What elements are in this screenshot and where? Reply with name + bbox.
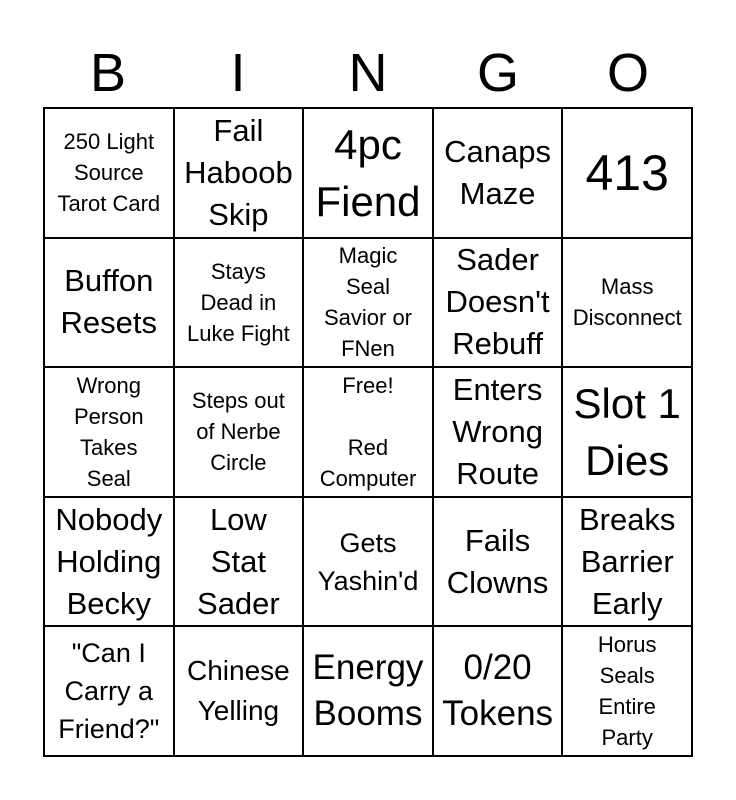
header-letter-i: I (230, 43, 246, 103)
bingo-cell-r5-c5[interactable]: Horus Seals Entire Party (562, 626, 692, 756)
bingo-cell-r2-c4[interactable]: Sader Doesn't Rebuff (433, 238, 563, 368)
bingo-cell-r4-c4[interactable]: Fails Clowns (433, 497, 563, 627)
bingo-cell-r1-c2[interactable]: Fail Haboob Skip (174, 108, 304, 238)
bingo-cell-r1-c3[interactable]: 4pc Fiend (303, 108, 433, 238)
header-letter-n: N (348, 43, 388, 103)
header-letter-g: G (476, 43, 519, 103)
bingo-cell-r5-c4[interactable]: 0/20 Tokens (433, 626, 563, 756)
bingo-cell-r5-c1[interactable]: "Can I Carry a Friend?" (44, 626, 174, 756)
bingo-cell-r2-c2[interactable]: Stays Dead in Luke Fight (174, 238, 304, 368)
bingo-cell-r1-c4[interactable]: Canaps Maze (433, 108, 563, 238)
bingo-cell-r4-c1[interactable]: Nobody Holding Becky (44, 497, 174, 627)
free-space-cell[interactable]: Free! Red Computer (303, 367, 433, 497)
bingo-cell-r4-c3[interactable]: Gets Yashin'd (303, 497, 433, 627)
bingo-cell-r1-c5[interactable]: 413 (562, 108, 692, 238)
bingo-cell-r2-c5[interactable]: Mass Disconnect (562, 238, 692, 368)
header-letter-b: B (89, 43, 127, 103)
bingo-cell-r3-c2[interactable]: Steps out of Nerbe Circle (174, 367, 304, 497)
bingo-cell-r2-c3[interactable]: Magic Seal Savior or FNen (303, 238, 433, 368)
bingo-cell-r1-c1[interactable]: 250 Light Source Tarot Card (44, 108, 174, 238)
bingo-cell-r4-c2[interactable]: Low Stat Sader (174, 497, 304, 627)
bingo-cell-r3-c4[interactable]: Enters Wrong Route (433, 367, 563, 497)
bingo-cell-r4-c5[interactable]: Breaks Barrier Early (562, 497, 692, 627)
bingo-cell-r3-c5[interactable]: Slot 1 Dies (562, 367, 692, 497)
header-letter-o: O (606, 43, 649, 103)
bingo-cell-r5-c3[interactable]: Energy Booms (303, 626, 433, 756)
bingo-board (43, 107, 693, 757)
bingo-cell-r3-c1[interactable]: Wrong Person Takes Seal (44, 367, 174, 497)
bingo-cell-r5-c2[interactable]: Chinese Yelling (174, 626, 304, 756)
bingo-cell-r2-c1[interactable]: Buffon Resets (44, 238, 174, 368)
bingo-header (43, 40, 693, 106)
